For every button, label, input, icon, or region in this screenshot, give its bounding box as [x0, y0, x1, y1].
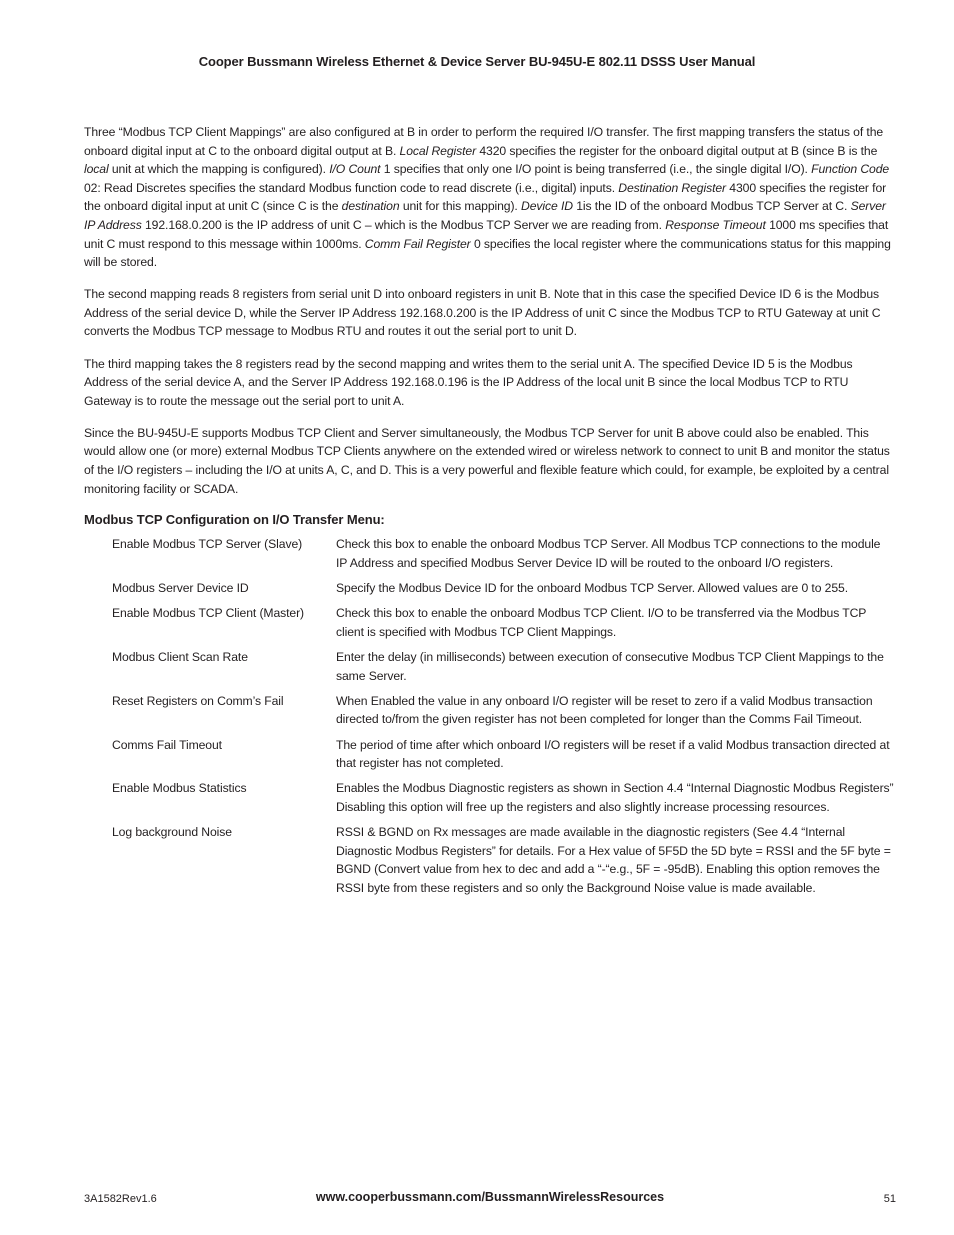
italic-term: Response Timeout [665, 217, 766, 232]
definition-row [112, 823, 898, 897]
definition-term: Reset Registers on Comm’s Fail [112, 693, 284, 708]
page-number: 51 [883, 1193, 896, 1205]
text-run: 4300 specifies the register for the onboard digital input at unit C (since C is the [84, 180, 887, 214]
body-paragraph [84, 123, 898, 272]
definition-term: Log background Noise [112, 825, 232, 840]
italic-term: I/O Count [329, 162, 381, 177]
text-run: unit at which the mapping is configured). [108, 162, 330, 177]
definition-row [112, 648, 898, 685]
text-run: unit for this mapping). [399, 199, 521, 214]
document-number: 3A1582Rev1.6 [84, 1193, 157, 1205]
definition-row [112, 535, 898, 572]
definition-description: Enter the delay (in milliseconds) between execution of consecutive Modbus TCP Client Mappings to the same Server. [336, 650, 884, 683]
definition-description: Enables the Modbus Diagnostic registers as shown in Section 4.4 “Internal Diagnostic Modbus Registers” Disabling this option will free up the registers and also slightly increase processing resources. [336, 781, 894, 814]
italic-term: destination [341, 199, 400, 214]
section-title: Modbus TCP Configuration on I/O Transfer Menu: [84, 511, 385, 527]
body-paragraph [84, 424, 898, 498]
definition-row [112, 692, 898, 729]
italic-term: local [84, 162, 109, 177]
text-run: 192.168.0.200 is the IP address of unit C – which is the Modbus TCP Server we are reading from. [141, 217, 666, 232]
definition-row [112, 579, 898, 598]
italic-term: Local Register [399, 143, 477, 158]
text-run: 4320 specifies the register for the onboard digital output at B (since B is the [476, 143, 878, 158]
footer-url: www.cooperbussmann.com/BussmannWirelessResources [315, 1190, 665, 1204]
italic-term: Comm Fail Register [364, 236, 471, 251]
definition-term: Enable Modbus TCP Server (Slave) [112, 537, 303, 552]
body-paragraph [84, 285, 898, 341]
italic-term: Server IP Address [84, 199, 886, 232]
page-header: Cooper Bussmann Wireless Ethernet & Device Server BU-945U-E 802.11 DSSS User Manual [198, 54, 756, 69]
definition-row [112, 736, 898, 773]
definition-description: Specify the Modbus Device ID for the onboard Modbus TCP Server. Allowed values are 0 to 255. [336, 581, 848, 596]
text-run: 0 specifies the local register where the communications status for this mapping will be stored. [84, 236, 891, 270]
text-run: The second mapping reads 8 registers from serial unit D into onboard registers in unit B. Note that in this case the specified Device ID 6 is the Modbus Address of the serial device D, while the Server IP Address 192.168.0.200 is the IP Address of unit C since the Modbus TCP to RTU Gateway at unit C converts the Modbus TCP message to Modbus RTU and routes it out the serial port to unit D. [84, 287, 881, 339]
italic-term: Device ID [521, 199, 573, 214]
text-run: 1000 ms specifies that unit C must respond to this message within 1000ms. [84, 217, 889, 251]
text-run: Three “Modbus TCP Client Mappings” are also configured at B in order to perform the required I/O transfer. The first mapping transfers the status of the onboard digital input at C to the onboard digital output at B. [84, 125, 884, 158]
definition-term: Modbus Server Device ID [112, 581, 249, 596]
definition-description: When Enabled the value in any onboard I/O register will be reset to zero if a valid Modbus transaction directed to/from the given register has not been completed for longer than the Comms Fail Timeout. [336, 693, 873, 727]
italic-term: Destination Register [618, 180, 727, 195]
definition-term: Enable Modbus Statistics [112, 781, 247, 796]
definition-term: Modbus Client Scan Rate [112, 650, 248, 665]
definition-description: Check this box to enable the onboard Modbus TCP Client. I/O to be transferred via the Modbus TCP client is specified with Modbus TCP Client Mappings. [336, 606, 867, 639]
definition-description: Check this box to enable the onboard Modbus TCP Server. All Modbus TCP connections to the module IP Address and specified Modbus Server Device ID will be routed to the onboard I/O registers. [336, 537, 881, 570]
definition-description: RSSI & BGND on Rx messages are made available in the diagnostic registers (See 4.4 “Internal Diagnostic Modbus Registers” for details. For a Hex value of 5F5D the 5D byte = RSSI and the 5F byte = BGND (Convert value from hex to dec and add a “-“e.g., 5F = -95dB). Enabling this option removes the RSSI byte from these registers and so only the Background Noise value is made available. [336, 825, 891, 895]
text-run: 1is the ID of the onboard Modbus TCP Server at C. [572, 199, 851, 214]
text-run: Since the BU-945U-E supports Modbus TCP Client and Server simultaneously, the Modbus TCP Server for unit B above could also be enabled. This would allow one (or more) external Modbus TCP Clients anywhere on the extended wired or wireless network to connect to unit B and monitor the status of the I/O registers – including the I/O at units A, C, and D. This is a very powerful and flexible feature which could, for example, be exploited by a central monitoring facility or SCADA. [84, 425, 890, 496]
text-run: 02: Read Discretes specifies the standard Modbus function code to read discrete (i.e., digital) inputs. [84, 180, 619, 195]
definition-term: Enable Modbus TCP Client (Master) [112, 606, 305, 621]
body-paragraph [84, 355, 898, 411]
text-run: The third mapping takes the 8 registers read by the second mapping and writes them to the serial unit A. The specified Device ID 5 is the Modbus Address of the serial device A, and the Server IP Address 192.168.0.196 is the IP Address of the local unit B since the local Modbus TCP to RTU Gateway is to route the message out the serial port to unit A. [84, 356, 853, 408]
definition-row [112, 604, 898, 641]
definition-row [112, 779, 898, 816]
definition-term: Comms Fail Timeout [112, 737, 222, 752]
text-run: 1 specifies that only one I/O point is being transferred (i.e., the single digital I/O). [380, 162, 812, 177]
document-body [84, 123, 898, 904]
definition-list [112, 535, 898, 897]
definition-description: The period of time after which onboard I/O registers will be reset if a valid Modbus transaction directed at that register has not completed. [336, 737, 890, 771]
italic-term: Function Code [811, 162, 890, 177]
